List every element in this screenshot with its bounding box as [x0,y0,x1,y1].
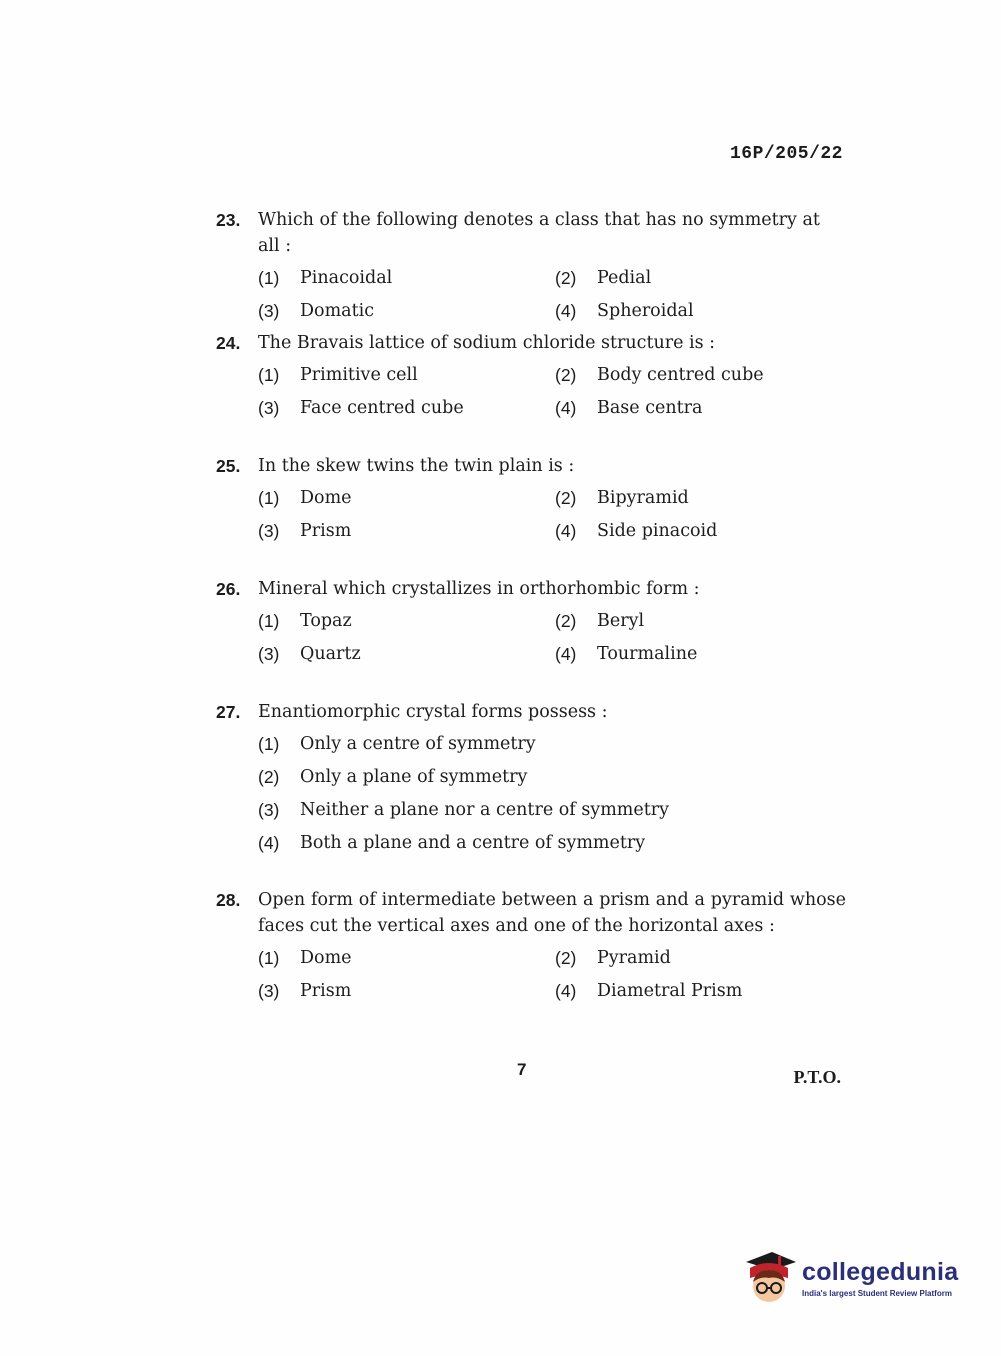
option-3: (3) Domatic [258,301,375,321]
logo-name: collegedunia [802,1258,959,1286]
option-2: (2) Only a plane of symmetry [258,767,528,787]
collegedunia-logo [742,1248,958,1308]
question-27 [216,699,846,857]
question-text: Which of the following denotes a class that has no symmetry at all : [258,210,820,256]
question-24 [216,330,846,422]
option-3: (3) Prism [258,981,352,1001]
option-3: (3) Face centred cube [258,398,464,418]
question-text: Open form of intermediate between a prism and a pyramid whose faces cut the vertical axes and one of the horizontal axes : [258,890,846,936]
option-4: (4) Base centra [555,398,703,418]
question-text: The Bravais lattice of sodium chloride structure is : [258,333,716,353]
pto-label: P.T.O. [793,1067,841,1087]
question-number: 24. [216,333,241,353]
option-1: (1) Pinacoidal [258,268,393,288]
page-number: 7 [517,1060,527,1079]
option-3: (3) Prism [258,521,352,541]
question-text: In the skew twins the twin plain is : [258,456,575,476]
option-4: (4) Spheroidal [555,301,694,321]
option-2: (2) Pedial [555,268,652,288]
logo-tagline: India's largest Student Review Platform [802,1289,952,1298]
option-1: (1) Topaz [258,611,352,631]
question-number: 26. [216,579,241,599]
option-2: (2) Bipyramid [555,488,689,508]
question-text: Enantiomorphic crystal forms possess : [258,702,608,722]
question-25 [216,453,846,545]
question-number: 28. [216,890,241,910]
question-number: 25. [216,456,241,476]
option-2: (2) Pyramid [555,948,671,968]
mascot-icon [742,1248,796,1308]
option-4: (4) Tourmaline [555,644,698,664]
option-4: (4) Diametral Prism [555,981,743,1001]
question-26 [216,576,846,668]
option-3: (3) Quartz [258,644,361,664]
question-number: 27. [216,702,241,722]
option-4: (4) Side pinacoid [555,521,718,541]
option-2: (2) Body centred cube [555,365,764,385]
option-2: (2) Beryl [555,611,645,631]
paper-code: 16P/205/22 [729,144,843,164]
option-1: (1) Dome [258,488,352,508]
question-number: 23. [216,210,241,230]
question-28 [216,887,846,1005]
option-1: (1) Primitive cell [258,365,418,385]
option-4: (4) Both a plane and a centre of symmetry [258,833,646,853]
option-1: (1) Only a centre of symmetry [258,734,536,754]
option-1: (1) Dome [258,948,352,968]
option-3: (3) Neither a plane nor a centre of symmetry [258,800,670,820]
question-23 [216,207,846,325]
question-text: Mineral which crystallizes in orthorhombic form : [258,579,700,599]
